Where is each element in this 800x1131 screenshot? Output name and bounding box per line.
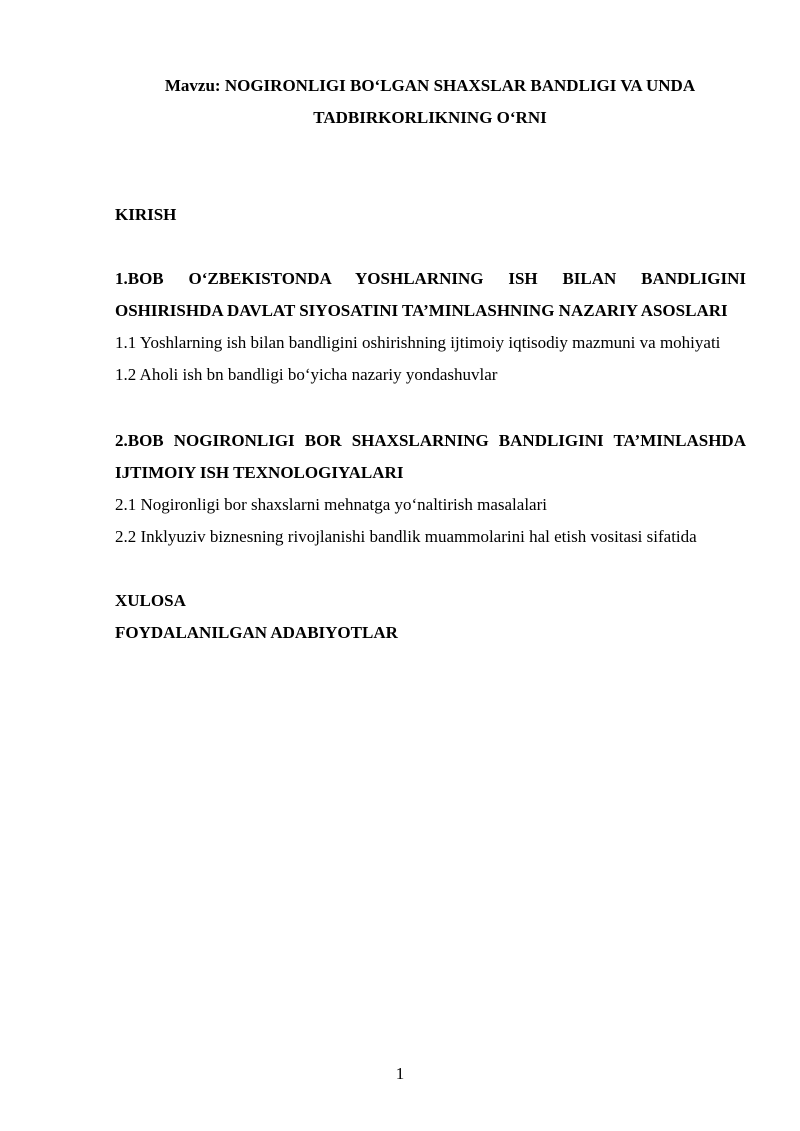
section-1-2: 1.2 Aholi ish bn bandligi bo‘yicha nazariy yondashuvlar <box>115 365 498 384</box>
section-2-2: 2.2 Inklyuziv biznesning rivojlanishi bandlik muammolarini hal etish vositasi sifatida <box>115 527 697 546</box>
references-heading: FOYDALANILGAN ADABIYOTLAR <box>115 623 398 642</box>
spacer <box>115 391 746 425</box>
spacer <box>115 553 746 585</box>
introduction-heading: KIRISH <box>115 205 177 224</box>
section-2-1: 2.1 Nogironligi bor shaxslarni mehnatga yo‘naltirish masalalari <box>115 495 547 514</box>
conclusion-heading: XULOSA <box>115 591 186 610</box>
document-title: Mavzu: NOGIRONLIGI BO‘LGAN SHAXSLAR BANDLIGI VA UNDA TADBIRKORLIKNING O‘RNI <box>164 76 696 127</box>
chapter-2-heading: 2.BOB NOGIRONLIGI BOR SHAXSLARNING BANDLIGINI TA’MINLASHDA IJTIMOIY ISH TEXNOLOGIYALARI <box>115 431 746 482</box>
table-of-contents <box>115 199 746 649</box>
chapter-1-heading: 1.BOB O‘ZBEKISTONDA YOSHLARNING ISH BILAN BANDLIGINI OSHIRISHDA DAVLAT SIYOSATINI TA’MINLASHNING NAZARIY ASOSLARI <box>115 269 746 320</box>
spacer <box>115 231 746 263</box>
page-number: 1 <box>395 1064 405 1083</box>
section-1-1: 1.1 Yoshlarning ish bilan bandligini oshirishning ijtimoiy iqtisodiy mazmuni va mohiyati <box>115 333 721 352</box>
